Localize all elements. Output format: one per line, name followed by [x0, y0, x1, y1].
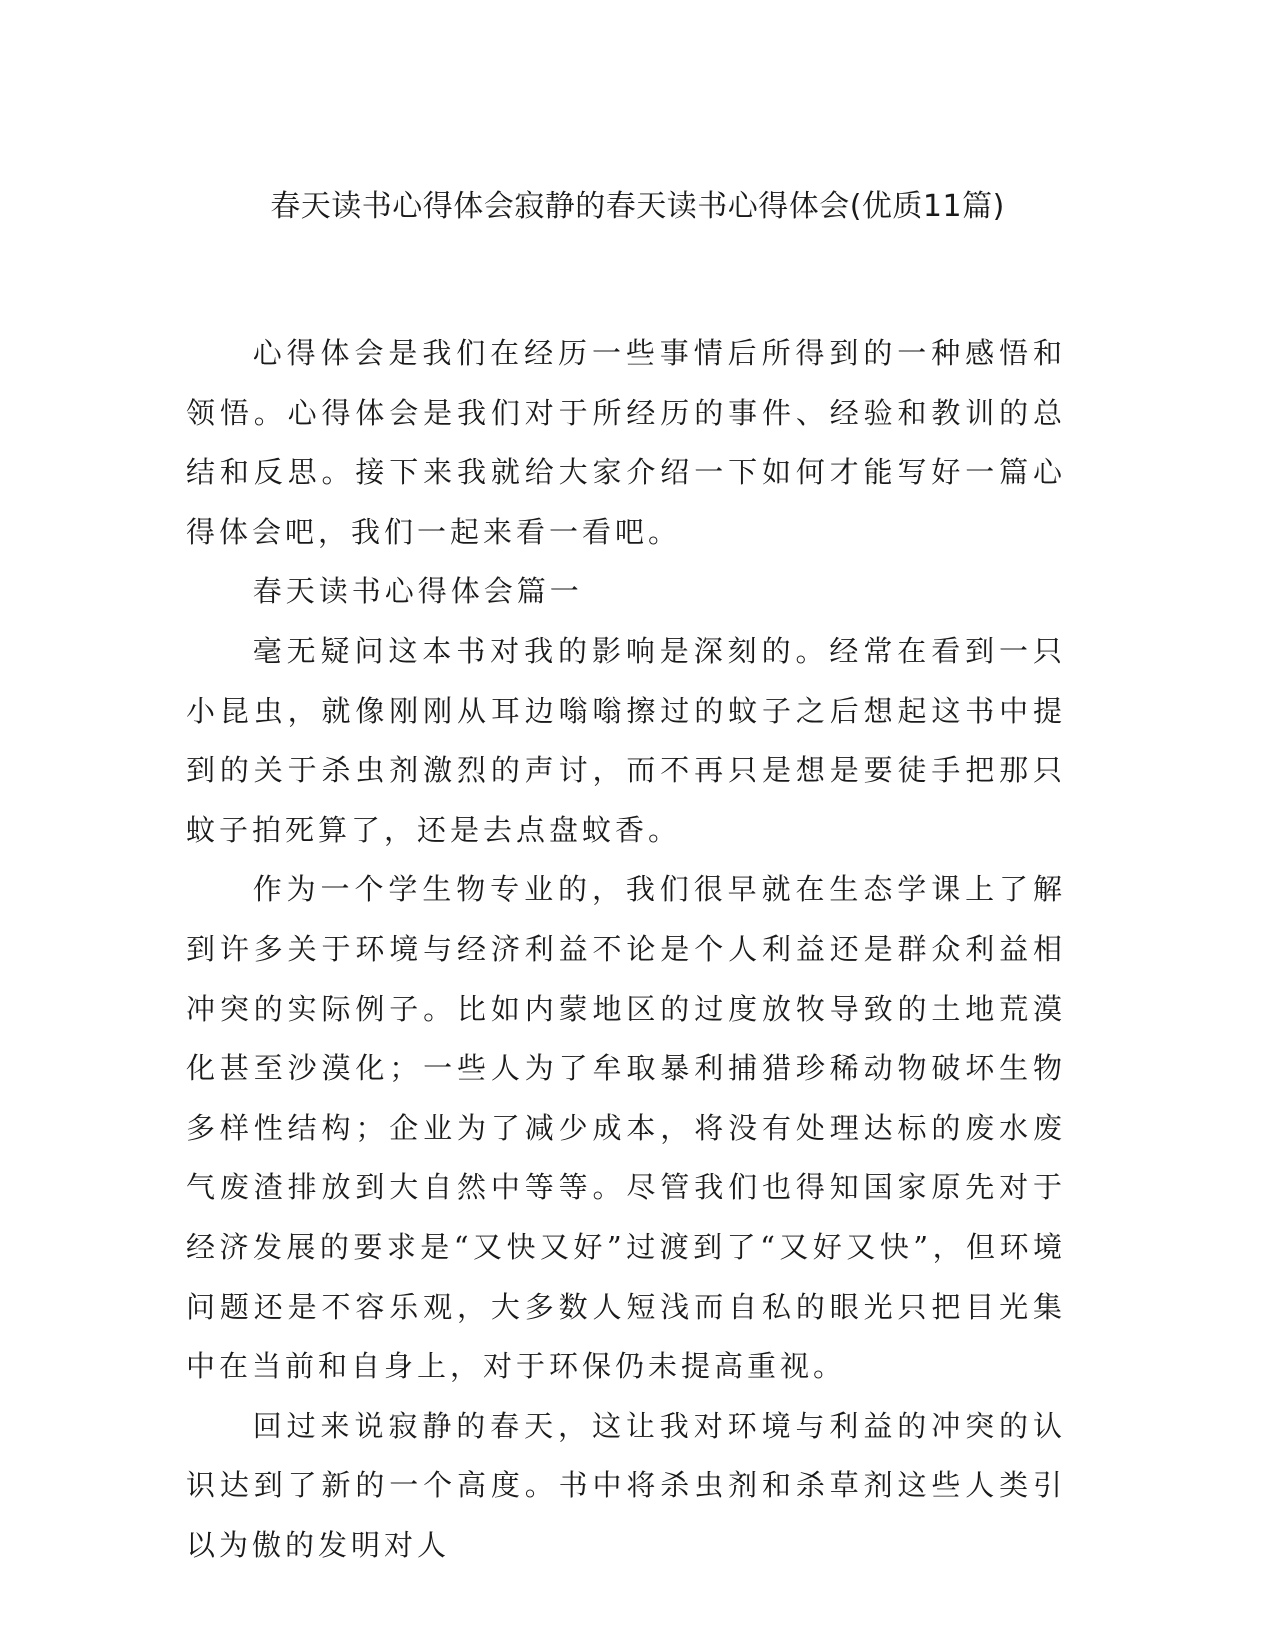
- intro-paragraph: 心得体会是我们在经历一些事情后所得到的一种感悟和领悟。心得体会是我们对于所经历的事件、经验和教训的总结和反思。接下来我就给大家介绍一下如何才能写好一篇心得体会吧，我们一起来看一看吧。: [186, 336, 1066, 549]
- body-paragraph: 毫无疑问这本书对我的影响是深刻的。经常在看到一只小昆虫，就像刚刚从耳边嗡嗡擦过的蚊子之后想起这书中提到的关于杀虫剂激烈的声讨，而不再只是想是要徒手把那只蚊子拍死算了，还是去点盘蚊香。: [186, 633, 1066, 847]
- document-title: 春天读书心得体会寂静的春天读书心得体会(优质11篇): [270, 189, 1005, 224]
- document-body: [186, 324, 1066, 1575]
- section-heading: 春天读书心得体会篇一: [252, 574, 583, 609]
- body-paragraph: 回过来说寂静的春天，这让我对环境与利益的冲突的认识达到了新的一个高度。书中将杀虫剂和杀草剂这些人类引以为傲的发明对人: [186, 1408, 1066, 1562]
- body-paragraph: 作为一个学生物专业的，我们很早就在生态学课上了解到许多关于环境与经济利益不论是个人利益还是群众利益相冲突的实际例子。比如内蒙地区的过度放牧导致的土地荒漠化甚至沙漠化；一些人为了牟取暴利捕猎珍稀动物破坏生物多样性结构；企业为了减少成本，将没有处理达标的废水废气废渣排放到大自然中等等。尽管我们也得知国家原先对于经济发展的要求是“又快又好”过渡到了“又好又快”，但环境问题还是不容乐观，大多数人短浅而自私的眼光只把目光集中在当前和自身上，对于环保仍未提高重视。: [186, 872, 1066, 1384]
